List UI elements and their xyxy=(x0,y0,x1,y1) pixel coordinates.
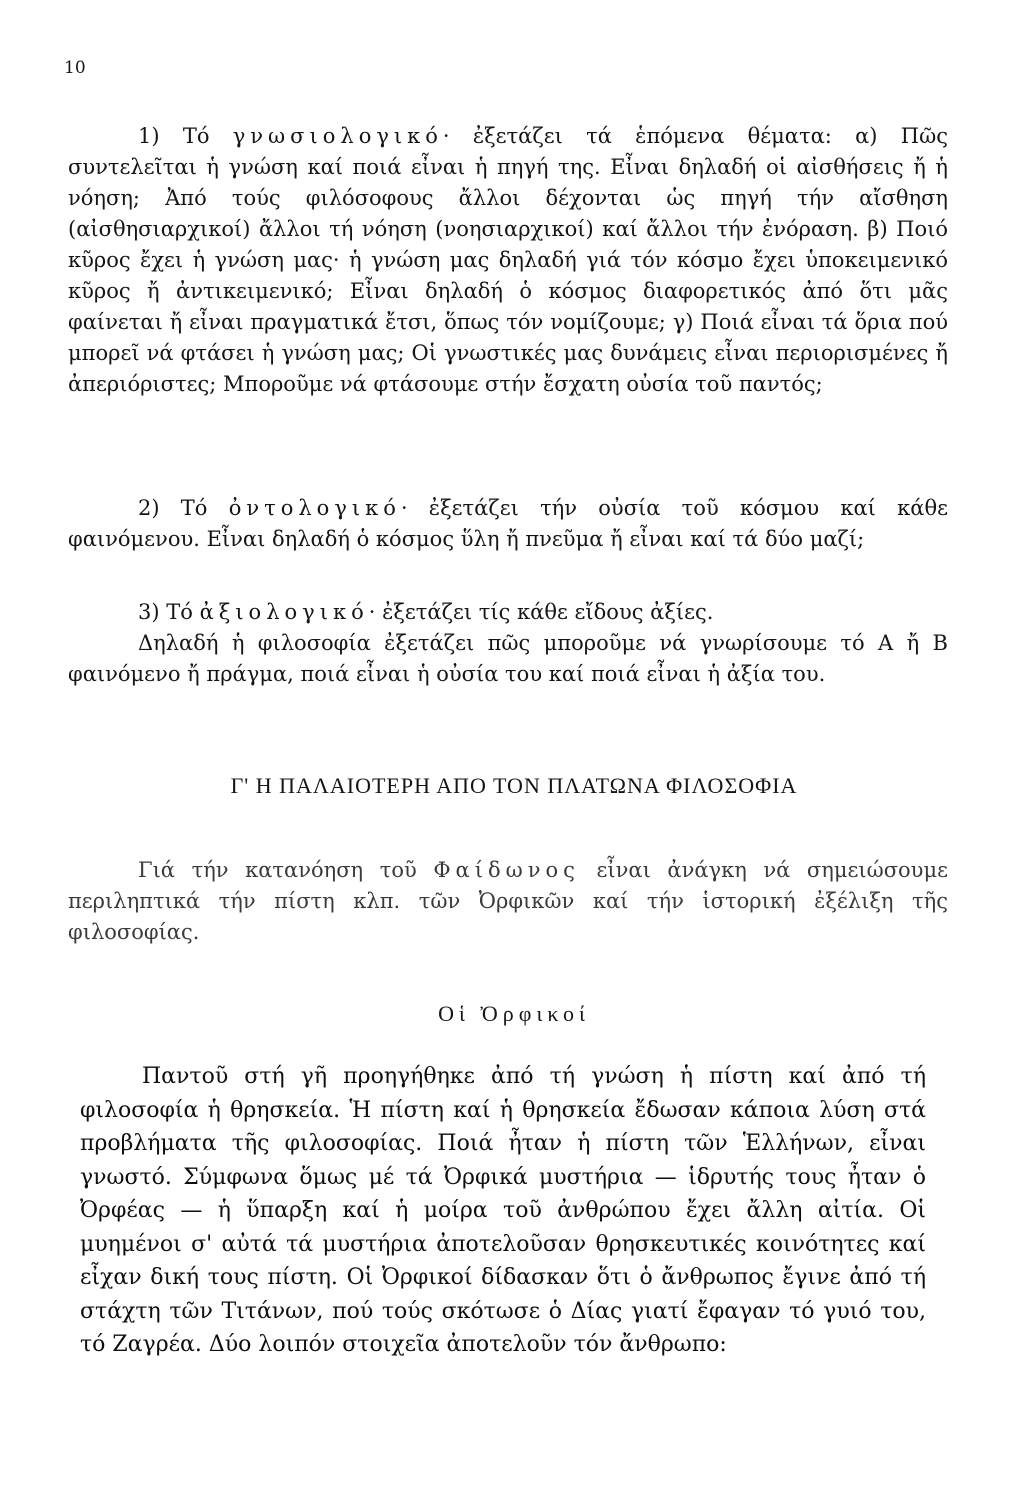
term-axiological: ἀξιολογικό xyxy=(199,600,369,624)
term-ontological: ὀντολογικό xyxy=(228,496,401,520)
list-item-label: 2) Τό xyxy=(138,496,208,520)
section-intro-before: Γιά τήν κατανόηση τοῦ xyxy=(138,858,417,882)
section-intro xyxy=(68,855,948,948)
term-epistemological: γνωσιολογικό xyxy=(232,124,443,148)
list-item-text: · ἐξετάζει τά ἑπόμενα θέματα: α) Πῶς συντελεῖται ἡ γνώση καί ποιά εἶναι ἡ πηγή της. Εἶναι δηλαδή οἱ αἰσθήσεις ἤ ἡ νόηση; Ἀπό τούς φιλόσοφους ἄλλοι δέχονται ὡς πηγή τήν αἴσθηση (αἰσθησιαρχικοί) ἄλλοι τή νόηση (νοησιαρχικοί) καί ἄλλοι τήν ἐνόραση. β) Ποιό κῦρος ἔχει ἡ γνώση μας· ἡ γνώση μας δηλαδή γιά τόν κόσμο ἔχει ὑποκειμενικό κῦρος ἤ ἀντικειμενικό; Εἶναι δηλαδή ὁ κόσμος διαφορετικός ἀπό ὅτι μᾶς φαίνεται ἤ εἶναι πραγματικά ἔτσι, ὅπως τόν νομίζουμε; γ) Ποιά εἶναι τά ὅρια πού μπορεῖ νά φτάσει ἡ γνώση μας; Οἱ γνωστικές μας δυνάμεις εἶναι περιορισμένες ἤ ἀπεριόριστες; Μποροῦμε νά φτάσουμε στήν ἔσχατη οὐσία τοῦ παντός; xyxy=(68,124,948,396)
list-item-ontological xyxy=(68,493,948,555)
section-intro-after: εἶναι ἀνάγκη νά σημειώσουμε περιληπτικά τήν πίστη κλπ. τῶν Ὀρφικῶν καί τήν ἱστορική ἐξέλιξη τῆς φιλοσοφίας. xyxy=(68,858,948,944)
axiology-continuation: Δηλαδή ἡ φιλοσοφία ἐξετάζει πῶς μποροῦμε νά γνωρίσουμε τό Α ἤ Β φαινόμενο ἤ πράγμα, ποιά εἶναι ἡ οὐσία του καί ποιά εἶναι ἡ ἀξία του. xyxy=(68,631,948,686)
subsection-heading: Οἱ Ὀρφικοί xyxy=(438,1001,590,1026)
list-item-epistemological xyxy=(68,121,948,400)
orphics-body: Παντοῦ στή γῆ προηγήθηκε ἀπό τή γνώση ἡ πίστη καί ἀπό τή φιλοσοφία ἡ θρησκεία. Ἡ πίστη καί ἡ θρησκεία ἔδωσαν κάποια λύση στά προβλήματα τῆς φιλοσοφίας. Ποιά ἦταν ἡ πίστη τῶν Ἑλλήνων, εἶναι γνωστό. Σύμφωνα ὅμως μέ τά Ὀρφικά μυστήρια — ἱδρυτής τους ἦταν ὁ Ὀρφέας — ἡ ὕπαρξη καί ἡ μοίρα τοῦ ἀνθρώπου ἔχει ἄλλη αἰτία. Οἱ μυημένοι σ' αὐτά τά μυστήρια ἀποτελοῦσαν θρησκευτικές κοινότητες καί εἶχαν δική τους πίστη. Οἱ Ὀρφικοί δίδασκαν ὅτι ὁ ἄνθρωπος ἔγινε ἀπό τή στάχτη τῶν Τιτάνων, πού τούς σκότωσε ὁ Δίας γιατί ἔφαγαν τό γυιό του, τό Ζαγρέα. Δύο λοιπόν στοιχεῖα ἀποτελοῦν τόν ἄνθρωπο: xyxy=(80,1064,926,1357)
page-number: 10 xyxy=(64,58,86,78)
section-heading: Γ' Η ΠΑΛΑΙΟΤΕΡΗ ΑΠΟ ΤΟΝ ΠΛΑΤΩΝΑ ΦΙΛΟΣΟΦΙΑ xyxy=(230,773,798,798)
list-item-label: 3) Τό xyxy=(138,600,193,624)
list-item-label: 1) Τό xyxy=(138,124,210,148)
list-item-axiological xyxy=(68,597,948,628)
term-phaedo: Φαίδωνος xyxy=(433,858,580,882)
list-item-text: · ἐξετάζει τίς κάθε εἴδους ἀξίες. xyxy=(368,600,714,624)
list-item-text: · ἐξετάζει τήν οὐσία τοῦ κόσμου καί κάθε φαινόμενου. Εἶναι δηλαδή ὁ κόσμος ὕλη ἤ πνεῦμα ἤ εἶναι καί τά δύο μαζί; xyxy=(68,496,948,551)
